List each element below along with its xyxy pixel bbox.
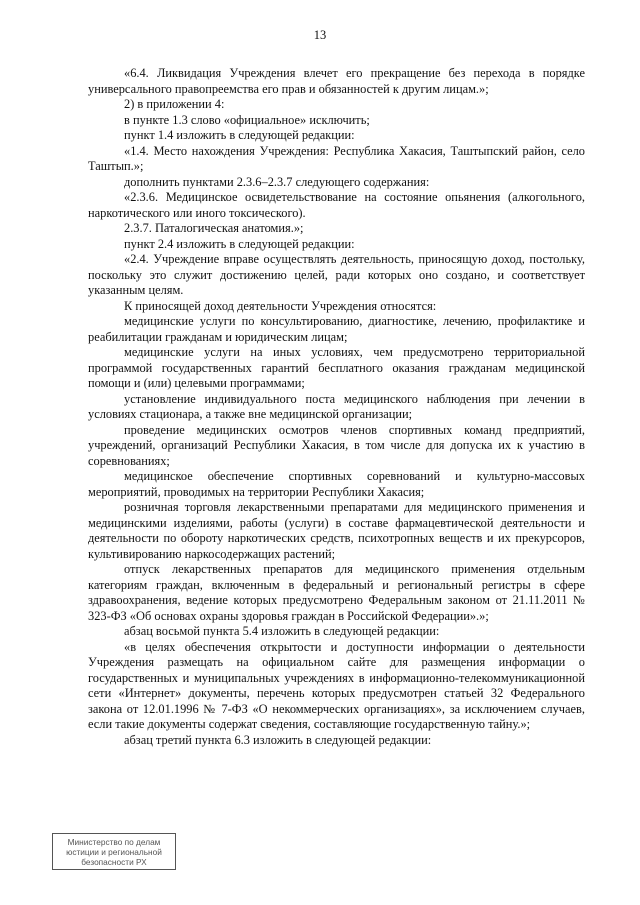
paragraph: абзац восьмой пункта 5.4 изложить в следующей редакции:: [124, 624, 440, 638]
page-number: 13: [313, 28, 327, 42]
paragraph: 2.3.7. Паталогическая анатомия.»;: [124, 221, 304, 235]
paragraph: медицинские услуги по консультированию, диагностике, лечению, профилактике и реабилитации гражданам и юридическим лицам;: [88, 314, 585, 344]
stamp-line: безопасности РХ: [81, 857, 147, 867]
paragraph: пункт 2.4 изложить в следующей редакции:: [124, 236, 355, 251]
paragraph: медицинское обеспечение спортивных соревнований и культурно-массовых мероприятий, проводимых на территории Республики Хакасия;: [88, 469, 585, 499]
ministry-stamp: [52, 833, 176, 870]
stamp-line: Министерство по делам: [67, 837, 161, 847]
paragraph: «6.4. Ликвидация Учреждения влечет его прекращение без перехода в порядке универсального правопреемства его прав и обязанностей к другим лицам.»;: [88, 66, 585, 96]
paragraph: розничная торговля лекарственными препаратами для медицинского применения и медицинскими изделиями, работы (услуги) в составе фармацевтической деятельности и деятельности по обороту наркотических средств, психотропных веществ и их прекурсоров, культивированию наркосодержащих растений;: [88, 500, 585, 561]
paragraph: 2) в приложении 4:: [124, 97, 225, 111]
paragraph: абзац третий пункта 6.3 изложить в следующей редакции:: [124, 732, 432, 747]
paragraph: «2.3.6. Медицинское освидетельствование на состояние опьянения (алкогольного, наркотического или иного токсического).: [88, 190, 585, 220]
paragraph: К приносящей доход деятельности Учреждения относятся:: [124, 298, 437, 313]
stamp-line: юстиции и региональной: [66, 847, 162, 857]
document-body: [88, 66, 585, 748]
paragraph: «в целях обеспечения открытости и доступности информации о деятельности Учреждения размещать на официальном сайте для размещения информации о государственных и муниципальных учреждениях в информационно-телекоммуникационной сети «Интернет» документы, перечень которых предусмотрен статьей 32 Федерального закона от 12.01.1996 № 7-ФЗ «О некоммерческих организациях», за исключением случаев, если такие документы содержат сведения, составляющие государственную тайну.»;: [88, 639, 585, 731]
paragraph: в пункте 1.3 слово «официальное» исключить;: [124, 112, 370, 127]
paragraph: проведение медицинских осмотров членов спортивных команд предприятий, учреждений, организаций Республики Хакасия, в том числе для допуска их к участию в соревнованиях;: [88, 422, 585, 468]
paragraph: дополнить пунктами 2.3.6–2.3.7 следующего содержания:: [124, 174, 430, 189]
paragraph: установление индивидуального поста медицинского наблюдения при лечении в условиях стационара, а также вне медицинской организации;: [88, 391, 585, 421]
paragraph: «1.4. Место нахождения Учреждения: Республика Хакасия, Таштыпский район, село Таштып.»;: [88, 143, 585, 173]
paragraph: отпуск лекарственных препаратов для медицинского применения отдельным категориям граждан, включенным в федеральный и региональный регистры в сфере здравоохранения, ведение которых предусмотрено Федеральным законом от 21.11.2011 № 323-ФЗ «Об основах охраны здоровья граждан в Российской Федерации».»;: [88, 562, 585, 623]
paragraph: пункт 1.4 изложить в следующей редакции:: [124, 128, 355, 142]
paragraph: «2.4. Учреждение вправе осуществлять деятельность, приносящую доход, постольку, поскольку это служит достижению целей, ради которых оно создано, и соответствует указанным целям.: [88, 252, 585, 297]
paragraph: медицинские услуги на иных условиях, чем предусмотрено территориальной программой государственных гарантий бесплатного оказания гражданам медицинской помощи и (или) целевыми программами;: [88, 345, 585, 390]
